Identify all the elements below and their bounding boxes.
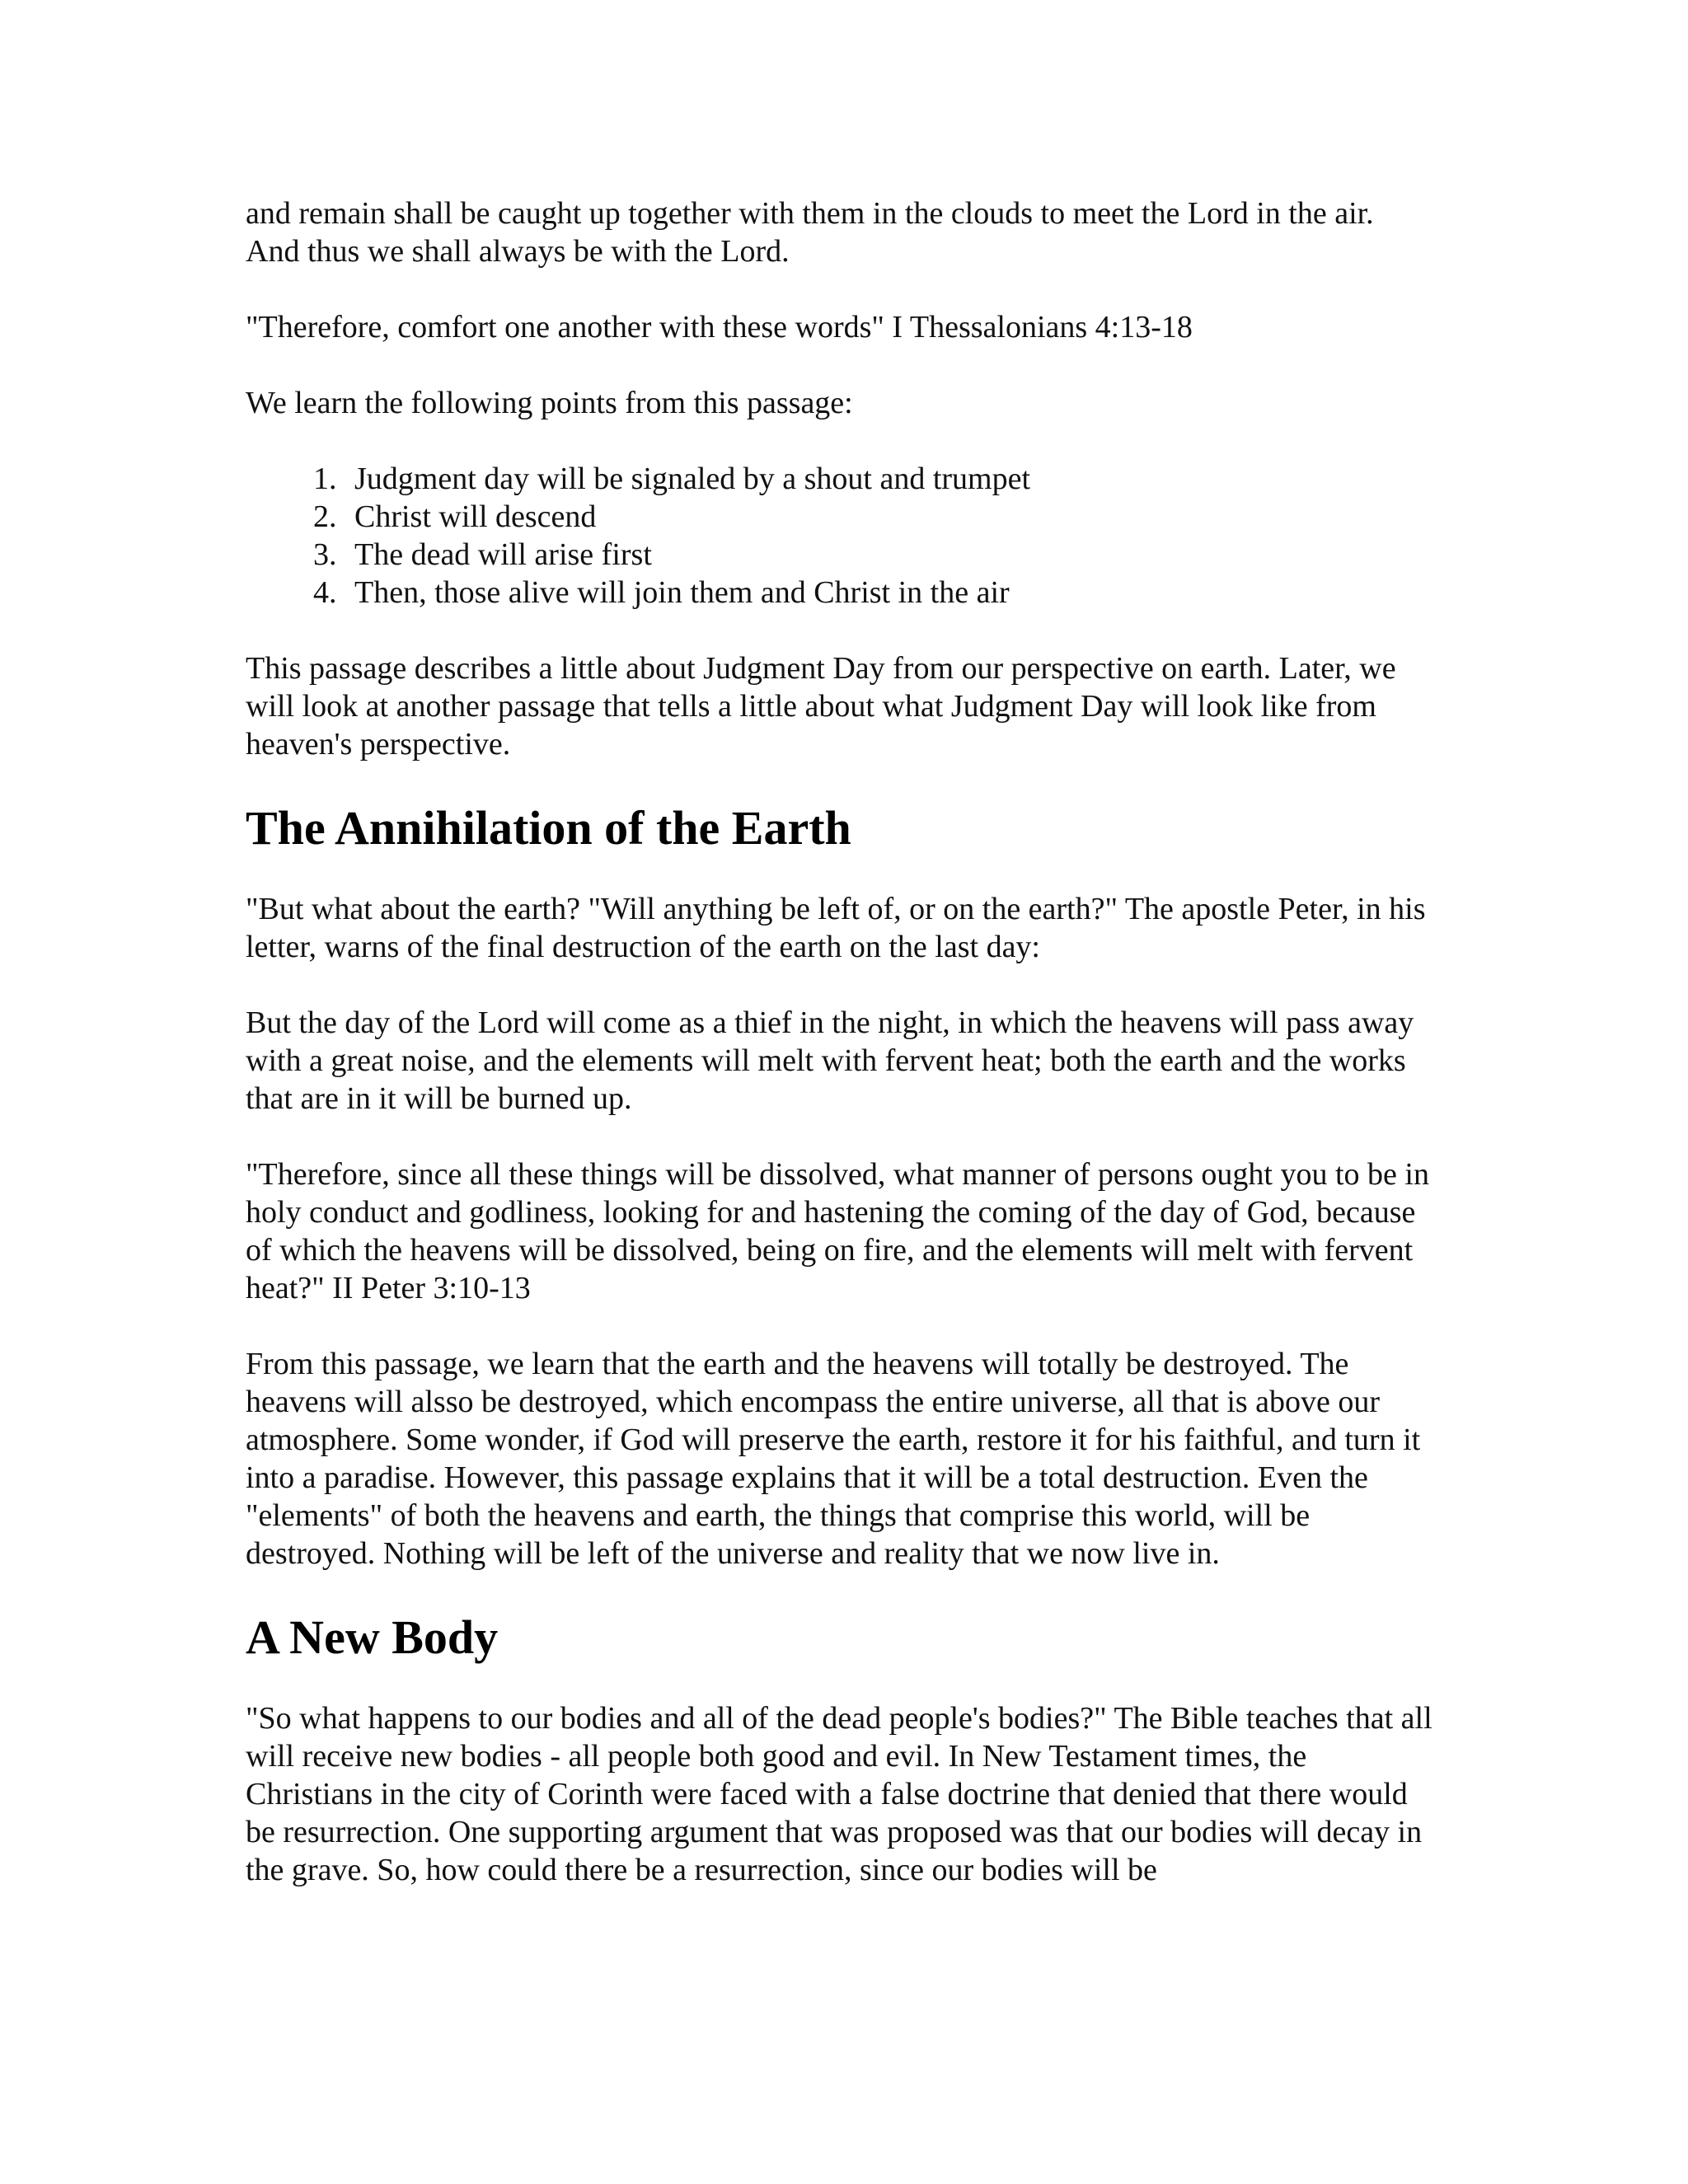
section-heading-annihilation: The Annihilation of the Earth — [246, 801, 851, 855]
paragraph: We learn the following points from this passage: — [246, 386, 853, 420]
scripture-quote: "Therefore, since all these things will be dissolved, what manner of persons ought you to be in holy conduct and godliness, looking for and hastening the coming of the day of God, because of which the heavens will be dissolved, being on fire, and the elements will melt with fervent heat?" II Peter 3:10-13 — [246, 1157, 1429, 1305]
document-body — [246, 194, 1432, 1927]
paragraph: and remain shall be caught up together with them in the clouds to meet the Lord in the air. And thus we shall always be with the Lord. — [246, 196, 1374, 269]
scripture-citation: "Therefore, comfort one another with these words" I Thessalonians 4:13-18 — [246, 310, 1193, 344]
paragraph: "So what happens to our bodies and all of the dead people's bodies?" The Bible teaches that all will receive new bodies - all people both good and evil. In New Testament times, the Christians in the city of Corinth were faced with a false doctrine that denied that there would be resurrection. One supporting argument that was proposed was that our bodies will decay in the grave. So, how could there be a resurrection, since our bodies will be — [246, 1701, 1432, 1887]
paragraph: From this passage, we learn that the earth and the heavens will totally be destroyed. The heavens will alsso be destroyed, which encompass the entire universe, all that is above our atmosphere. Some wonder, if God will preserve the earth, restore it for his faithful, and turn it into a paradise. However, this passage explains that it will be a total destruction. Even the "elements" of both the heavens and earth, the things that comprise this world, will be destroyed. Nothing will be left of the universe and reality that we now live in. — [246, 1347, 1421, 1571]
points-list — [246, 460, 1432, 612]
list-item: 3. The dead will arise first — [345, 536, 1432, 574]
paragraph: "But what about the earth? "Will anything be left of, or on the earth?" The apostle Peter, in his letter, warns of the final destruction of the earth on the last day: — [246, 892, 1426, 964]
paragraph: This passage describes a little about Judgment Day from our perspective on earth. Later, we will look at another passage that tells a little about what Judgment Day will look like from heaven's perspective. — [246, 651, 1396, 762]
section-heading-new-body: A New Body — [246, 1610, 499, 1664]
scripture-quote: But the day of the Lord will come as a thief in the night, in which the heavens will pass away with a great noise, and the elements will melt with fervent heat; both the earth and the works that are in it will be burned up. — [246, 1005, 1414, 1116]
list-item: 4. Then, those alive will join them and Christ in the air — [345, 574, 1432, 612]
list-item: 1. Judgment day will be signaled by a shout and trumpet — [345, 460, 1432, 498]
list-item: 2. Christ will descend — [345, 498, 1432, 536]
